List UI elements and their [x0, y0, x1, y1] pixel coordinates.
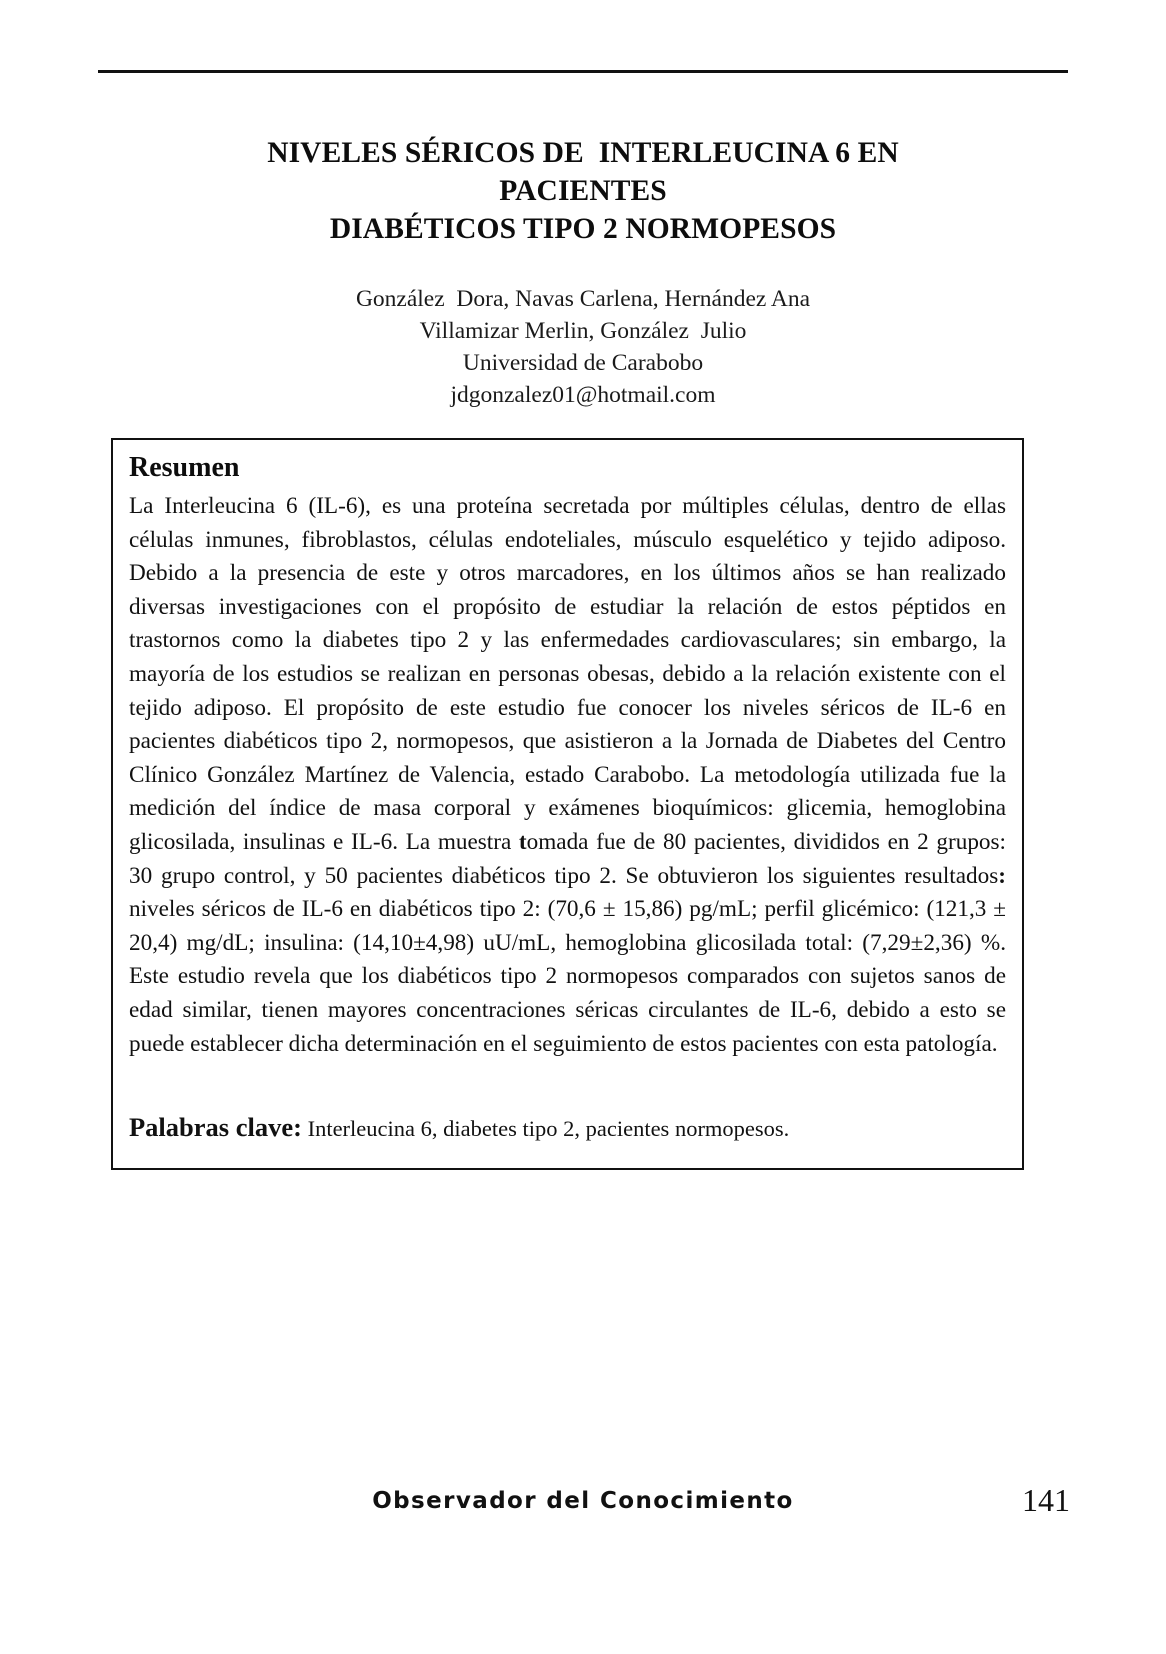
header-rule — [98, 70, 1068, 73]
keywords-value: Interleucina 6, diabetes tipo 2, pacientes normopesos. — [301, 1116, 790, 1141]
page-number: 141 — [1022, 1482, 1070, 1518]
title-line-3: DIABÉTICOS TIPO 2 NORMOPESOS — [329, 213, 837, 245]
abstract-heading: Resumen — [129, 452, 240, 483]
abstract-text — [129, 490, 1006, 1061]
author-line-2: Villamizar Merlin, González Julio — [419, 318, 747, 344]
affiliation: Universidad de Carabobo — [462, 350, 704, 376]
abstract-bold-2: : — [998, 862, 1006, 889]
title-line-2: PACIENTES — [499, 175, 667, 207]
abstract-bold-1: t — [518, 828, 527, 855]
title-line-1: NIVELES SÉRICOS DE INTERLEUCINA 6 EN — [267, 137, 899, 169]
author-line-1: González Dora, Navas Carlena, Hernández Ana — [355, 286, 811, 312]
author-block — [120, 283, 1046, 411]
abstract-content — [129, 448, 1006, 1061]
abstract-text-part-2: omada fue de 80 pacientes, divididos en 2 grupos: 30 grupo control, y 50 pacientes diabéticos tipo 2. Se obtuvieron los siguientes resultados — [129, 828, 1006, 889]
keywords-line — [129, 1112, 1006, 1144]
keywords-label: Palabras clave: — [129, 1112, 302, 1142]
article-title — [120, 134, 1046, 248]
abstract-text-part-1: La Interleucina 6 (IL-6), es una proteína secretada por múltiples células, dentro de ellas células inmunes, fibroblastos, células endoteliales, músculo esquelético y tejido adiposo. Debido a la presencia de este y otros marcadores, en los últimos años se han realizado diversas investigaciones con el propósito de estudiar la relación de estos péptidos en trastornos como la diabetes tipo 2 y las enfermedades cardiovasculares; sin embargo, la mayoría de los estudios se realizan en personas obesas, debido a la relación existente con el tejido adiposo. El propósito de este estudio fue conocer los niveles séricos de IL-6 en pacientes diabéticos tipo 2, normopesos, que asistieron a la Jornada de Diabetes del Centro Clínico González Martínez de Valencia, estado Carabobo. La metodología utilizada fue la medición del índice de masa corporal y exámenes bioquímicos: glicemia, hemoglobina glicosilada, insulinas e IL-6. La muestra — [129, 493, 1006, 855]
footer-journal-name: Observador del Conocimiento — [372, 1488, 794, 1514]
abstract-box — [111, 438, 1024, 1170]
abstract-text-part-3: niveles séricos de IL-6 en diabéticos tipo 2: (70,6 ± 15,86) pg/mL; perfil glicémico: (121,3 ± 20,4) mg/dL; insulina: (14,10±4,98) uU/mL, hemoglobina glicosilada total: (7,29±2,36) %. Este estudio revela que los diabéticos tipo 2 normopesos comparados con sujetos sanos de edad similar, tienen mayores concentraciones séricas circulantes de IL-6, debido a esto se puede establecer dicha determinación en el seguimiento de estos pacientes con esta patología. — [129, 896, 1006, 1057]
contact-email[interactable]: jdgonzalez01@hotmail.com — [450, 382, 716, 408]
